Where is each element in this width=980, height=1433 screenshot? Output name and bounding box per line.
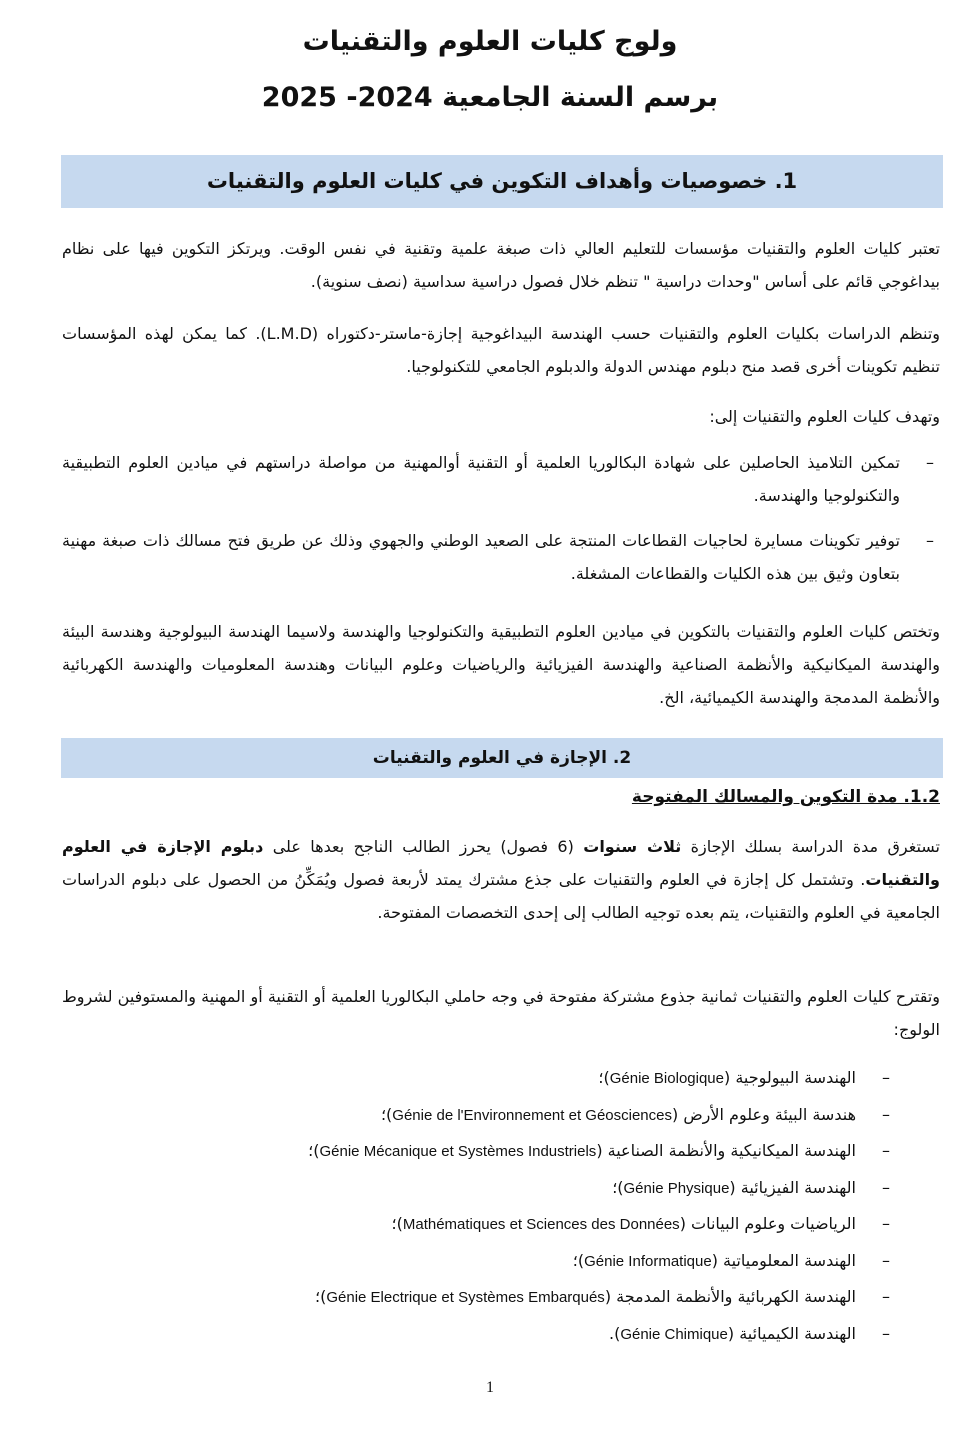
goals-list bbox=[62, 446, 940, 602]
track-french: Génie Biologique bbox=[609, 1070, 724, 1087]
dash-bullet-icon: – bbox=[882, 1104, 890, 1124]
dash-bullet-icon: – bbox=[882, 1177, 890, 1197]
list-item bbox=[62, 524, 940, 590]
section-1-heading: 1. خصوصيات وأهداف التكوين في كليات العلوم والتقنيات bbox=[61, 155, 943, 208]
track-end: )؛ bbox=[380, 1104, 393, 1124]
paragraph-text: (6 فصول) يحرز الطالب الناجح بعدها على bbox=[263, 837, 584, 856]
section-1-paragraph-4: وتختص كليات العلوم والتقنيات بالتكوين في ميادين العلوم التطبيقية والتكنولوجيا والهندسة ولاسيما الهندسة البيولوجية وهندسة البيئة والهندسة الميكانيكية والأنظمة الصناعية والهندسة الفيزيائية والرياضيات وعلوم البيانات وهندسة المعلوميات والهندسة الكهربائية والأنظمة المدمجة والهندسة الكيميائية، الخ. bbox=[62, 622, 940, 707]
track-french: Génie Physique bbox=[623, 1179, 730, 1197]
track-french: Génie Mécanique et Systèmes Industriels bbox=[319, 1143, 597, 1160]
track-end: )؛ bbox=[308, 1141, 320, 1160]
dash-bullet-icon: – bbox=[926, 453, 934, 472]
section-1-paragraph-2: وتنظم الدراسات بكليات العلوم والتقنيات حسب الهندسة البيداغوجية إجازة-ماستر-دكتوراه (L.M.D). كما يمكن لهذه المؤسسات تنظيم تكوينات أخرى قصد منح دبلوم مهندس الدولة والدبلوم الجامعي للتكنولوجيا. bbox=[62, 324, 940, 376]
track-french: Génie Chimique bbox=[620, 1325, 728, 1343]
track-arabic: الهندسة الفيزيائية ( bbox=[729, 1177, 856, 1197]
track-arabic: هندسة البيئة وعلوم الأرض ( bbox=[672, 1104, 856, 1124]
list-item bbox=[62, 1133, 940, 1170]
track-end: )؛ bbox=[572, 1250, 585, 1270]
track-end: )؛ bbox=[598, 1068, 610, 1087]
page-number: 1 bbox=[486, 1379, 494, 1396]
dash-bullet-icon: – bbox=[882, 1287, 890, 1306]
track-end: )؛ bbox=[315, 1287, 327, 1306]
track-end: )؛ bbox=[612, 1177, 624, 1197]
section-2-1-subheading: 1.2. مدة التكوين والمسالك المفتوحة bbox=[631, 787, 940, 807]
section-2-paragraph-1 bbox=[62, 830, 940, 929]
diploma-emphasis: دبلوم الإجازة في العلوم والتقنيات bbox=[62, 837, 940, 889]
list-item bbox=[62, 1170, 940, 1207]
dash-bullet-icon: – bbox=[882, 1250, 890, 1270]
track-arabic: الهندسة الميكانيكية والأنظمة الصناعية ( bbox=[596, 1141, 856, 1160]
section-1-paragraph-1: تعتبر كليات العلوم والتقنيات مؤسسات للتعليم العالي ذات صبغة علمية وتقنية في نفس الوقت. ويرتكز التكوين فيها على نظام بيداغوجي قائم على أساس "وحدات دراسية " تنظم خلال فصول دراسية سداسية (نصف سنوية). bbox=[62, 239, 940, 291]
track-arabic: الهندسة الكهربائية والأنظمة المدمجة ( bbox=[604, 1287, 856, 1306]
paragraph-text: . وتشتمل كل إجازة في العلوم والتقنيات على جذع مشترك يمتد لأربعة فصول ويُمَكِّنُ من الحصول على دبلوم الدراسات الجامعية في العلوم والتقنيات، يتم بعده توجيه الطالب إلى إحدى التخصصات المفتوحة. bbox=[62, 870, 940, 922]
page-title: ولوج كليات العلوم والتقنيات bbox=[302, 26, 678, 57]
tracks-list bbox=[62, 1060, 940, 1352]
page-subtitle: برسم السنة الجامعية 2024- 2025 bbox=[261, 82, 719, 113]
track-arabic: الهندسة الكيميائية ( bbox=[727, 1323, 856, 1343]
list-item bbox=[62, 1243, 940, 1280]
section-2-heading: 2. الإجازة في العلوم والتقنيات bbox=[61, 738, 943, 778]
goal-text: تمكين التلاميذ الحاصلين على شهادة البكالوريا العلمية أو التقنية أوالمهنية من مواصلة دراستهم في ميادين العلوم التطبيقية والتكنولوجيا والهندسة. bbox=[62, 453, 900, 505]
dash-bullet-icon: – bbox=[882, 1068, 890, 1087]
track-arabic: الهندسة البيولوجية ( bbox=[724, 1068, 856, 1087]
list-item bbox=[62, 1279, 940, 1316]
track-end: )؛ bbox=[391, 1214, 403, 1233]
dash-bullet-icon: – bbox=[926, 531, 934, 550]
list-item bbox=[62, 1060, 940, 1097]
dash-bullet-icon: – bbox=[882, 1214, 890, 1233]
track-arabic: الهندسة المعلومياتية ( bbox=[711, 1250, 856, 1270]
duration-emphasis: ثلاث سنوات bbox=[583, 837, 682, 856]
list-item bbox=[62, 446, 940, 512]
section-1-paragraph-3: وتهدف كليات العلوم والتقنيات إلى: bbox=[709, 407, 940, 426]
list-item bbox=[62, 1097, 940, 1134]
track-end: ). bbox=[608, 1323, 621, 1343]
track-french: Génie Informatique bbox=[584, 1252, 712, 1270]
track-arabic: الرياضيات وعلوم البيانات ( bbox=[679, 1214, 856, 1233]
paragraph-text: تستغرق مدة الدراسة بسلك الإجازة bbox=[681, 837, 940, 856]
list-item bbox=[62, 1206, 940, 1243]
goal-text: توفير تكوينات مسايرة لحاجيات القطاعات المنتجة على الصعيد الوطني والجهوي وذلك عن طريق فتح مسالك ذات صبغة مهنية بتعاون وثيق بين هذه الكليات والقطاعات المشغلة. bbox=[62, 531, 900, 583]
dash-bullet-icon: – bbox=[882, 1141, 890, 1160]
track-french: Génie Electrique et Systèmes Embarqués bbox=[326, 1289, 605, 1306]
track-french: Génie de l'Environnement et Géosciences bbox=[392, 1106, 672, 1124]
track-french: Mathématiques et Sciences des Données bbox=[402, 1216, 680, 1233]
list-item bbox=[62, 1316, 940, 1353]
section-2-paragraph-2: وتقترح كليات العلوم والتقنيات ثمانية جذوع مشتركة مفتوحة في وجه حاملي البكالوريا العلمية أو التقنية أو المهنية والمستوفين لشروط الولوج: bbox=[62, 987, 940, 1039]
dash-bullet-icon: – bbox=[882, 1323, 890, 1343]
